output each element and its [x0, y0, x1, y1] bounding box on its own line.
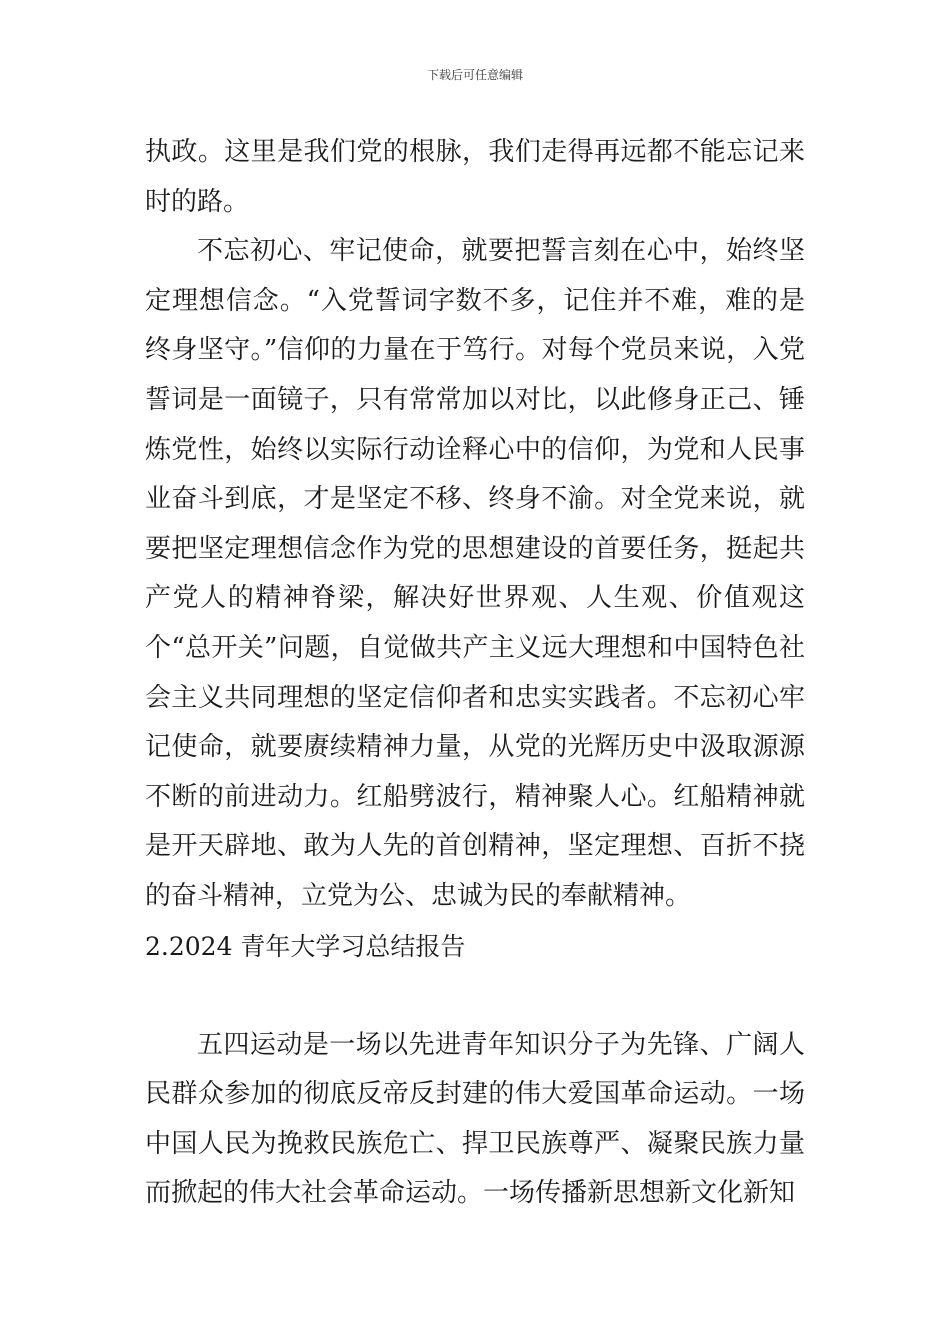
document-body	[145, 128, 805, 1219]
blank-line	[145, 971, 805, 1021]
paragraph-initial-mission: 不忘初心、牢记使命，就要把誓言刻在心中，始终坚定理想信念。“入党誓词字数不多，记住并不难，难的是终身坚守。”信仰的力量在于笃行。对每个党员来说，入党誓词是一面镜子，只有常常加以对比，以此修身正己、锤炼党性，始终以实际行动诠释心中的信仰，为党和人民事业奋斗到底，才是坚定不移、终身不渝。对全党来说，就要把坚定理想信念作为党的思想建设的首要任务，挺起共产党人的精神脊梁，解决好世界观、人生观、价值观这个“总开关”问题，自觉做共产主义远大理想和中国特色社会主义共同理想的坚定信仰者和忠实实践者。不忘初心牢记使命，就要赓续精神力量，从党的光辉历史中汲取源源不断的前进动力。红船劈波行，精神聚人心。红船精神就是开天辟地、敢为人先的首创精神，坚定理想、百折不挠的奋斗精神，立党为公、忠诚为民的奉献精神。	[145, 236, 805, 911]
section-heading: 2.2024 青年大学习总结报告	[145, 931, 466, 961]
paragraph-may-fourth: 五四运动是一场以先进青年知识分子为先锋、广阔人民群众参加的彻底反帝反封建的伟大爱国革命运动。一场中国人民为挽救民族危亡、捍卫民族尊严、凝聚民族力量而掀起的伟大社会革命运动。一场传播新思想新文化新知	[145, 1029, 805, 1209]
header-note: 下载后可任意编辑	[426, 68, 523, 82]
paragraph-continuation: 执政。这里是我们党的根脉，我们走得再远都不能忘记来时的路。	[145, 137, 805, 217]
